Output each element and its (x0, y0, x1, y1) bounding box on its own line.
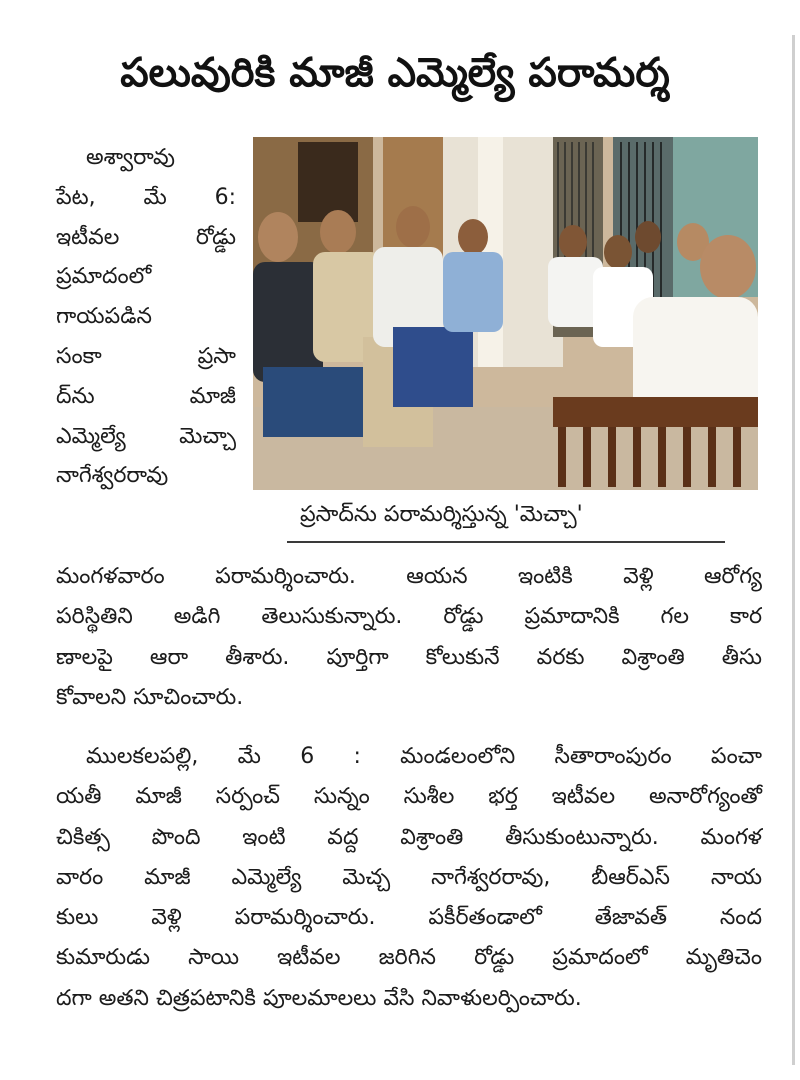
text-line: ద్‌ను మాజీ (56, 383, 236, 409)
text-line: కుమారుడు సాయి ఇటీవల జరిగిన రోడ్డు ప్రమాదంలో మృతిచెం (56, 945, 762, 971)
text-line: ణాలపై ఆరా తీశారు. పూర్తిగా కోలుకునే వరకు విశ్రాంతి తీసు (56, 644, 762, 670)
text-line: పరిస్థితిని అడిగి తెలుసుకున్నారు. రోడ్డు ప్రమాదానికి గల కార (56, 604, 762, 630)
text-line: దగా అతని చిత్రపటానికి పూలమాలలు వేసి నివాళులర్పించారు. (56, 985, 582, 1011)
text-line: సంకా ప్రసా (56, 343, 236, 369)
story1-body (56, 557, 762, 718)
text-line: మంగళవారం పరామర్శించారు. ఆయన ఇంటికి వెళ్లి ఆరోగ్య (56, 564, 762, 589)
text-line: అశ్వారావు (86, 145, 175, 170)
text-line: ఎమ్మెల్యే మెచ్చా (56, 423, 236, 449)
story2-body (56, 737, 762, 1019)
story1-wrap-column (56, 138, 236, 496)
text-line: ఇటీవల రోడ్డు (56, 224, 236, 250)
text-line: వారం మాజీ ఎమ్మెల్యే మెచ్చ నాగేశ్వరరావు, బీఆర్ఎస్ నాయ (56, 864, 762, 890)
page-edge-rule (792, 35, 795, 1065)
text-line: కులు వెళ్లి పరామర్శించారు. పకీర్‌తండాలో తేజావత్ నంద (56, 905, 762, 931)
text-line: యతీ మాజీ సర్పంచ్ సున్నం సుశీల భర్త ఇటీవల అనారోగ్యంతో (56, 784, 762, 810)
text-line: ప్రమాదంలో (56, 264, 152, 290)
text-line: పేట, మే 6: (56, 184, 236, 210)
text-line: గాయపడిన (56, 304, 152, 330)
news-photo (253, 137, 758, 490)
text-line: నాగేశ్వరరావు (56, 463, 169, 489)
text-line: ములకలపల్లి, మే 6 : మండలంలోని సీతారాంపురం పంచా (86, 744, 762, 769)
text-line: చికిత్స పొంది ఇంటి వద్ద విశ్రాంతి తీసుకుంటున్నారు. మంగళ (56, 824, 762, 850)
caption-underline (287, 541, 725, 543)
headline: పలువురికి మాజీ ఎమ్మెల్యే పరామర్శ (120, 50, 670, 96)
text-line: కోవాలని సూచించారు. (56, 684, 244, 710)
photo-caption: ప్రసాద్‌ను పరామర్శిస్తున్న 'మెచ్చా' (300, 502, 583, 527)
